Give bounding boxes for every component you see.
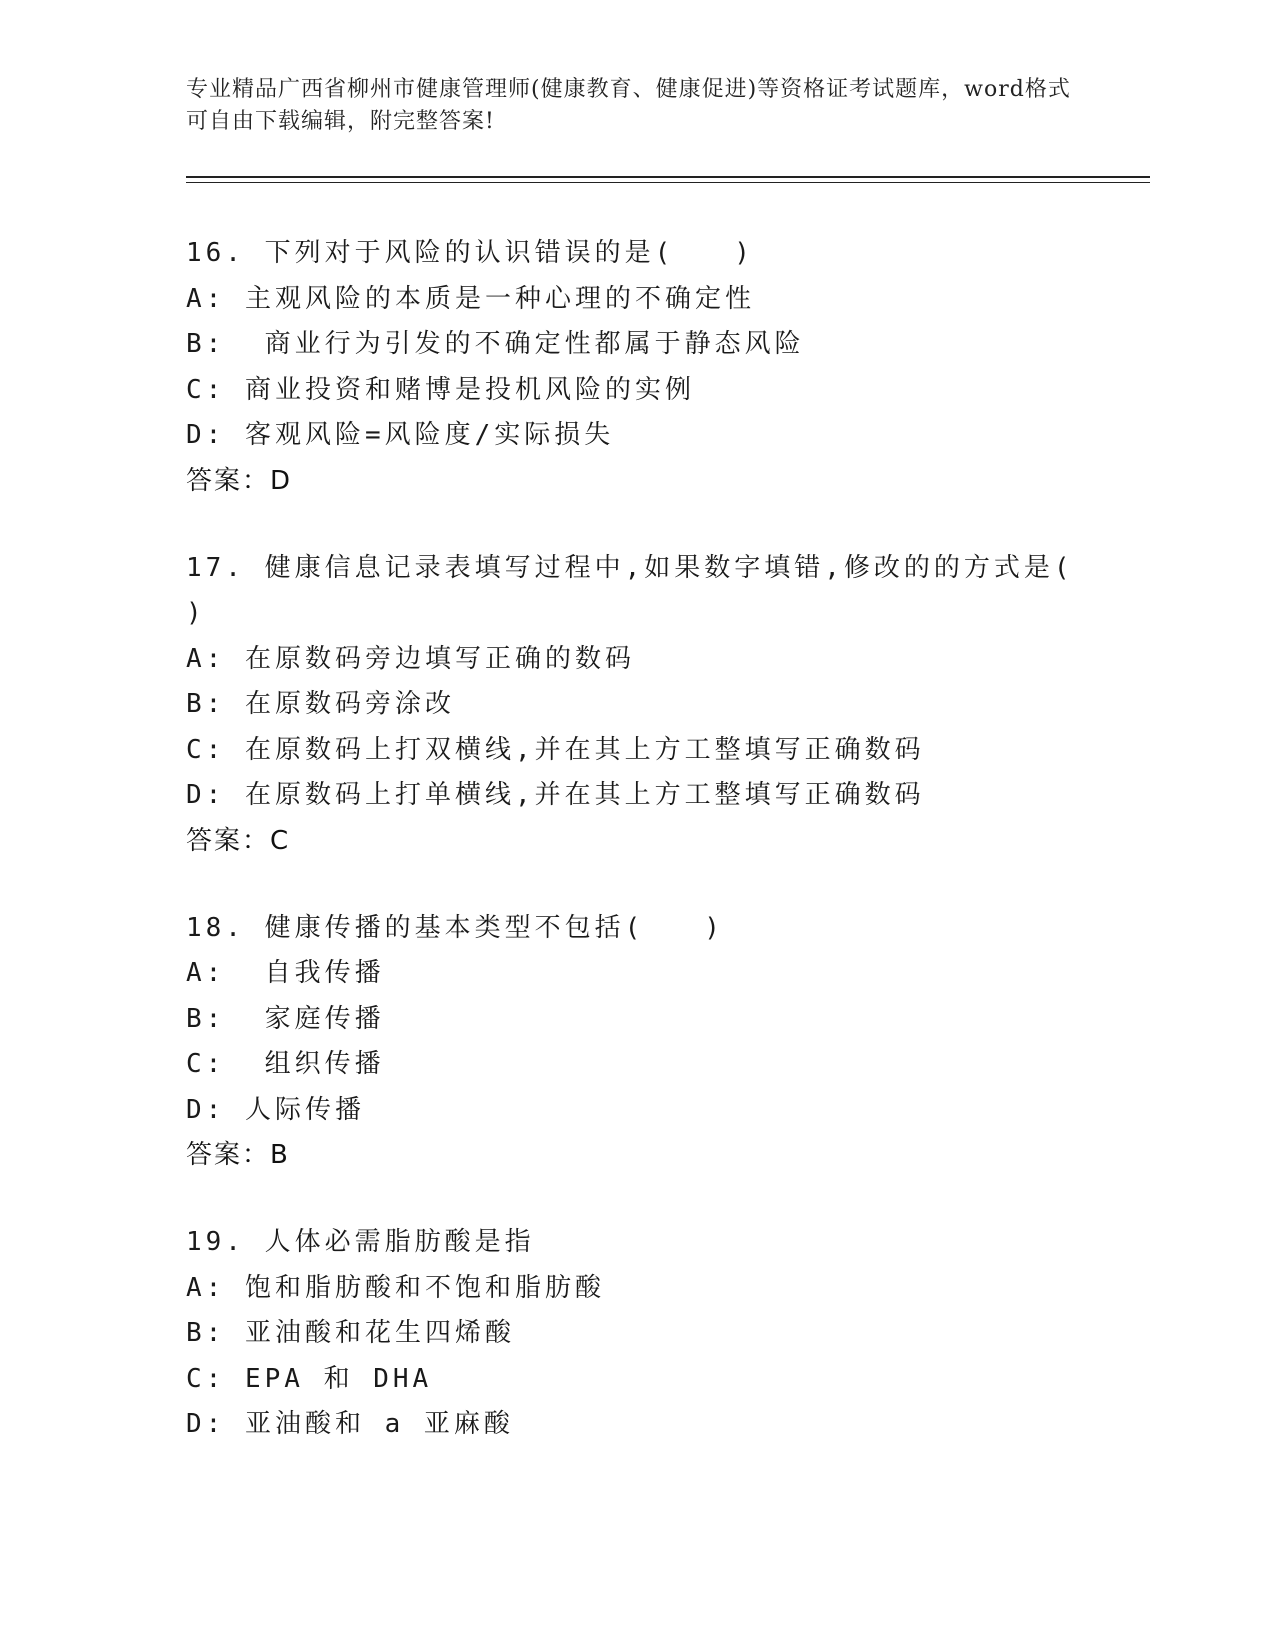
question-19 — [186, 1220, 1086, 1448]
option-d: D: 客观风险=风险度/实际损失 — [186, 420, 615, 450]
option-d: D: 在原数码上打单横线,并在其上方工整填写正确数码 — [186, 780, 925, 810]
option-c: C: 商业投资和赌博是投机风险的实例 — [186, 374, 695, 405]
option-a: A: 饱和脂肪酸和不饱和脂肪酸 — [186, 1272, 605, 1303]
question-list — [186, 231, 1086, 1490]
question-stem: 16. 下列对于风险的认识错误的是( ) — [186, 238, 754, 268]
header-divider-thick — [186, 176, 1150, 178]
option-d: D: 人际传播 — [186, 1094, 365, 1125]
question-stem: 19. 人体必需脂肪酸是指 — [186, 1227, 535, 1257]
answer-text: 答案：D — [186, 465, 293, 496]
option-a: A: 主观风险的本质是一种心理的不确定性 — [186, 283, 755, 314]
option-b: B: 商业行为引发的不确定性都属于静态风险 — [186, 329, 805, 359]
answer-text: 答案：C — [186, 825, 291, 856]
option-b: B: 在原数码旁涂改 — [186, 689, 455, 719]
option-c: C: 组织传播 — [186, 1049, 385, 1079]
option-a: A: 自我传播 — [186, 958, 385, 988]
option-c: C: EPA 和 DHA — [186, 1363, 433, 1394]
question-stem: 17. 健康信息记录表填写过程中,如果数字填错,修改的的方式是( ) — [186, 552, 1074, 628]
option-a: A: 在原数码旁边填写正确的数码 — [186, 643, 635, 674]
question-stem: 18. 健康传播的基本类型不包括( ) — [186, 912, 724, 943]
answer-text: 答案：B — [186, 1140, 290, 1170]
option-b: B: 家庭传播 — [186, 1003, 385, 1034]
question-17 — [186, 546, 1086, 864]
header-divider-thin — [186, 182, 1150, 183]
document-header: 专业精品广西省柳州市健康管理师(健康教育、健康促进)等资格证考试题库，word格式可自由下载编辑，附完整答案! — [186, 77, 1071, 134]
option-c: C: 在原数码上打双横线,并在其上方工整填写正确数码 — [186, 734, 925, 765]
option-b: B: 亚油酸和花生四烯酸 — [186, 1318, 515, 1348]
option-d: D: 亚油酸和 a 亚麻酸 — [186, 1409, 514, 1439]
question-18 — [186, 906, 1086, 1179]
question-16 — [186, 231, 1086, 504]
